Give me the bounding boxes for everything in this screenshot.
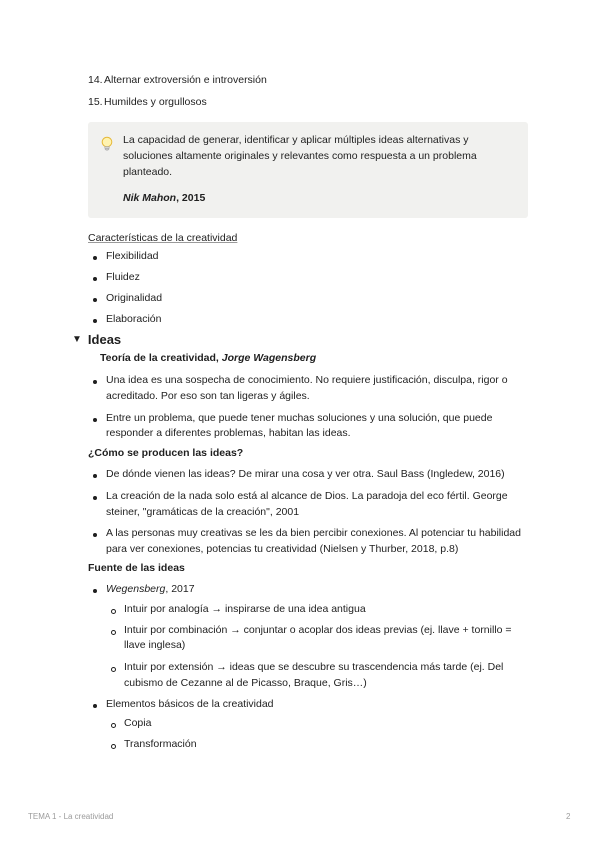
- caracteristicas-heading[interactable]: Características de la creatividad: [88, 232, 238, 244]
- footer-title: TEMA 1 - La creatividad: [28, 812, 114, 821]
- lightbulb-icon: [100, 136, 114, 152]
- list-item: Transformación: [106, 737, 528, 753]
- wag-sublist: [106, 602, 528, 692]
- list-item: Intuir por combinación → conjuntar o acoplar dos ideas previas (ej. llave + tornillo = llave inglesa): [106, 623, 528, 655]
- list-item: [88, 697, 528, 753]
- quote-callout: [88, 122, 528, 218]
- list-item: Intuir por analogía → inspirarse de una idea antigua: [106, 602, 528, 618]
- ideas-toggle[interactable]: [72, 330, 121, 350]
- list-item: [88, 92, 267, 114]
- fuente-heading: Fuente de las ideas: [88, 562, 185, 574]
- list-item: Copia: [106, 716, 528, 732]
- quote-text: La capacidad de generar, identificar y aplicar múltiples ideas alternativas y soluciones altamente originales y relevantes como respuesta a un problema planteado.: [123, 134, 477, 178]
- como-list: [88, 467, 528, 558]
- teoria-list: [88, 373, 528, 442]
- list-item: Intuir por extensión → ideas que se descubre su trascendencia más tarde (ej. Del cubismo de Cezanne al de Picasso, Braque, Gris…): [106, 660, 528, 692]
- como-heading: ¿Cómo se producen las ideas?: [88, 447, 244, 459]
- list-item: Fluidez: [88, 270, 162, 291]
- list-item: Entre un problema, que puede tener muchas soluciones y una solución, que puede responder a diferentes problemas, habitan las ideas.: [88, 411, 528, 443]
- list-item: Flexibilidad: [88, 249, 162, 270]
- teoria-heading: [100, 351, 316, 367]
- list-item: Elaboración: [88, 312, 162, 333]
- triangle-down-icon[interactable]: ▼: [72, 334, 82, 346]
- list-item: De dónde vienen las ideas? De mirar una cosa y ver otra. Saul Bass (Ingledew, 2016): [88, 467, 528, 483]
- list-item-text: Alternar extroversión e introversión: [104, 74, 267, 87]
- list-number: 14.: [88, 74, 103, 87]
- teoria-author: Jorge Wagensberg: [221, 352, 317, 364]
- list-item: Una idea es una sospecha de conocimiento. No requiere justificación, disculpa, rigor o acreditado. Por eso son tan ligeras y ágiles.: [88, 373, 528, 405]
- author-year: , 2015: [176, 192, 206, 205]
- elementos-sublist: [106, 716, 528, 753]
- list-item: La creación de la nada solo está al alcance de Dios. La paradoja del eco fértil. George steiner, "gramáticas de la creación", 2001: [88, 489, 528, 521]
- fuente-list: [88, 582, 528, 753]
- list-item: A las personas muy creativas se les da bien percibir conexiones. Al potenciar tu habilidad para ver conexiones, potencias tu creatividad (Nielsen y Thurber, 2018, p.8): [88, 526, 528, 558]
- teoria-prefix: Teoría de la creatividad,: [100, 352, 222, 364]
- list-item: Originalidad: [88, 291, 162, 312]
- quote-author: [123, 191, 514, 207]
- list-item: [88, 582, 528, 692]
- list-item: [88, 70, 267, 92]
- list-number: 15.: [88, 96, 103, 109]
- caracteristicas-list: [88, 249, 162, 333]
- page-number: 2: [566, 812, 571, 821]
- wag-year: , 2017: [165, 583, 195, 595]
- wag-name: Wegensberg: [106, 583, 166, 595]
- toggle-label: Ideas: [87, 332, 122, 347]
- elementos-label: Elementos básicos de la creatividad: [106, 697, 274, 710]
- list-item-text: Humildes y orgullosos: [104, 96, 207, 109]
- numbered-list: [88, 70, 267, 114]
- author-name: Nik Mahon: [123, 192, 177, 205]
